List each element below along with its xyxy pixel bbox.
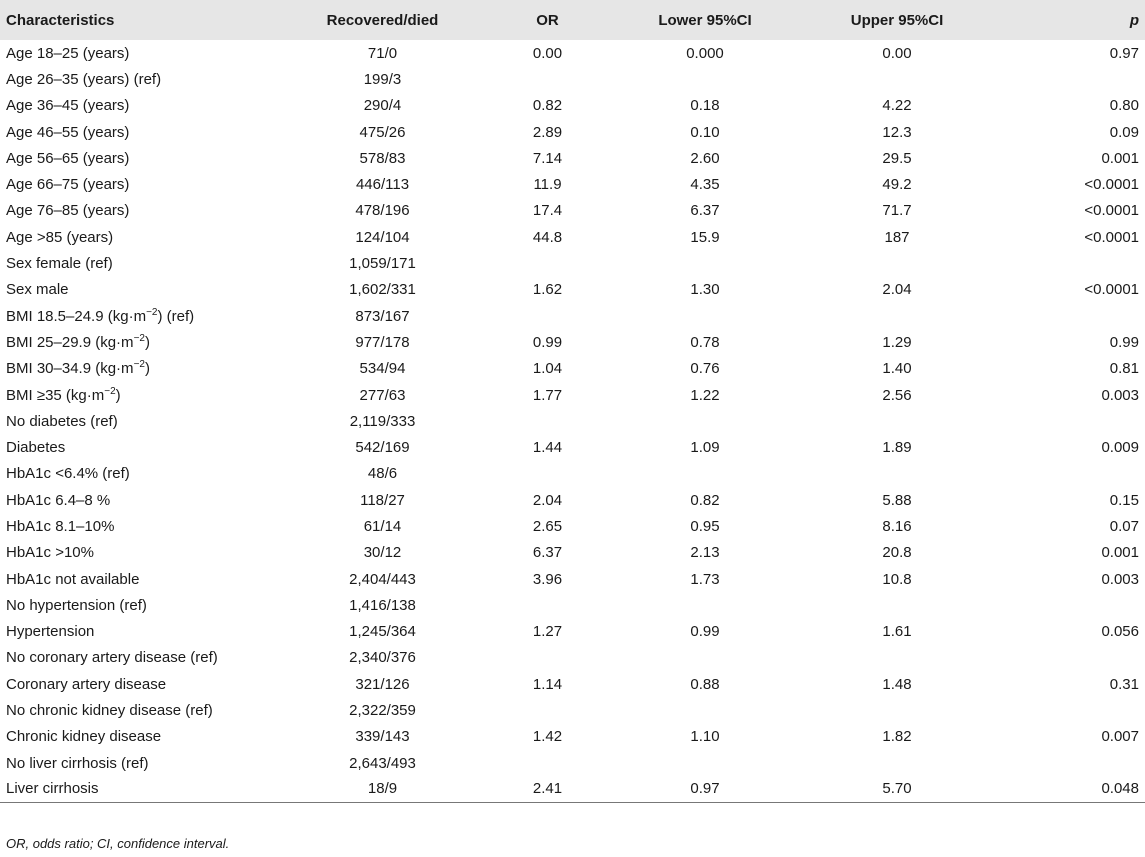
upper-ci-cell: 49.2	[882, 176, 912, 194]
characteristic-cell: Age 46–55 (years)	[6, 123, 130, 141]
recovered-died-cell: 478/196	[355, 202, 410, 220]
upper-ci-cell: 2.04	[882, 281, 912, 299]
upper-ci-cell: 187	[884, 228, 910, 246]
table-row	[0, 224, 1145, 250]
p-value-cell: 0.007	[1101, 728, 1139, 746]
characteristic-cell: Age >85 (years)	[6, 228, 114, 246]
table-row	[0, 408, 1145, 434]
recovered-died-cell: 30/12	[363, 544, 402, 562]
or-cell: 2.41	[532, 779, 563, 797]
table-row	[0, 145, 1145, 171]
p-value-cell	[1000, 645, 1145, 671]
lower-ci-cell	[616, 461, 794, 487]
table-row	[0, 671, 1145, 697]
table-row	[0, 540, 1145, 566]
characteristic-cell: No coronary artery disease (ref)	[6, 649, 218, 667]
recovered-died-cell: 1,416/138	[349, 596, 416, 614]
p-value-cell: 0.003	[1101, 570, 1139, 588]
or-cell: 1.14	[532, 675, 563, 693]
lower-ci-cell	[616, 66, 794, 92]
p-value-cell: 0.81	[1109, 360, 1139, 378]
or-cell	[479, 461, 616, 487]
recovered-died-cell: 542/169	[355, 439, 410, 457]
table-row	[0, 119, 1145, 145]
table-row	[0, 487, 1145, 513]
p-value-cell: 0.99	[1109, 333, 1139, 351]
lower-ci-cell: 2.13	[690, 544, 720, 562]
upper-ci-cell: 1.40	[882, 360, 912, 378]
recovered-died-cell: 18/9	[367, 779, 398, 797]
p-value-cell	[1000, 250, 1145, 276]
or-cell: 0.99	[532, 333, 563, 351]
characteristic-cell: HbA1c not available	[6, 570, 140, 588]
or-cell: 2.04	[532, 491, 563, 509]
p-value-cell: <0.0001	[1084, 228, 1139, 246]
or-cell: 6.37	[532, 544, 563, 562]
p-value-cell: 0.001	[1101, 544, 1139, 562]
or-cell	[479, 645, 616, 671]
lower-ci-cell: 1.30	[690, 281, 720, 299]
characteristic-cell: Hypertension	[6, 623, 95, 641]
lower-ci-cell: 0.97	[690, 779, 720, 797]
or-cell	[479, 750, 616, 776]
or-cell: 0.00	[532, 44, 563, 62]
recovered-died-cell: 475/26	[359, 123, 406, 141]
table-row	[0, 645, 1145, 671]
lower-ci-cell: 6.37	[690, 202, 720, 220]
lower-ci-cell	[616, 592, 794, 618]
upper-ci-cell: 0.00	[882, 44, 912, 62]
upper-ci-cell	[794, 408, 1000, 434]
or-cell: 1.04	[532, 360, 563, 378]
unit-exponent: −2	[133, 359, 145, 371]
or-cell: 44.8	[532, 228, 563, 246]
lower-ci-cell: 0.18	[690, 97, 720, 115]
table-footnote: OR, odds ratio; CI, confidence interval.	[6, 836, 230, 851]
lower-ci-cell	[616, 750, 794, 776]
lower-ci-cell	[616, 697, 794, 723]
upper-ci-cell: 12.3	[882, 123, 912, 141]
characteristic-cell: HbA1c <6.4% (ref)	[6, 465, 130, 483]
or-cell: 2.65	[532, 517, 563, 535]
lower-ci-cell: 4.35	[690, 176, 720, 194]
lower-ci-cell	[616, 303, 794, 329]
upper-ci-cell: 29.5	[882, 149, 912, 167]
upper-ci-cell	[794, 592, 1000, 618]
header-recovered-died: Recovered/died	[326, 11, 439, 29]
or-cell: 2.89	[532, 123, 563, 141]
table-row	[0, 66, 1145, 92]
table-row	[0, 93, 1145, 119]
header-upper-ci: Upper 95%CI	[850, 11, 944, 29]
table-body	[0, 40, 1145, 803]
characteristic-cell: Age 18–25 (years)	[6, 44, 130, 62]
upper-ci-cell: 1.48	[882, 675, 912, 693]
upper-ci-cell: 5.88	[882, 491, 912, 509]
header-lower-ci: Lower 95%CI	[658, 11, 752, 29]
table-row	[0, 329, 1145, 355]
or-cell: 1.27	[532, 623, 563, 641]
or-cell	[479, 303, 616, 329]
p-value-cell: 0.003	[1101, 386, 1139, 404]
table-row	[0, 303, 1145, 329]
lower-ci-cell: 0.78	[690, 333, 720, 351]
recovered-died-cell: 1,059/171	[349, 255, 416, 273]
p-value-cell	[1000, 461, 1145, 487]
recovered-died-cell: 124/104	[355, 228, 410, 246]
table-header	[0, 0, 1145, 40]
recovered-died-cell: 48/6	[367, 465, 398, 483]
unit-exponent: −2	[146, 306, 158, 318]
header-characteristics: Characteristics	[6, 11, 115, 29]
p-value-cell: <0.0001	[1084, 202, 1139, 220]
recovered-died-cell: 578/83	[359, 149, 406, 167]
table-row	[0, 198, 1145, 224]
or-cell: 1.77	[532, 386, 563, 404]
recovered-died-cell: 873/167	[355, 307, 410, 325]
table-row	[0, 619, 1145, 645]
header-row	[0, 0, 1145, 40]
p-value-cell	[1000, 750, 1145, 776]
characteristic-cell: Coronary artery disease	[6, 675, 167, 693]
characteristic-cell: Age 56–65 (years)	[6, 149, 130, 167]
table-row	[0, 513, 1145, 539]
p-value-cell: <0.0001	[1084, 176, 1139, 194]
recovered-died-cell: 118/27	[360, 491, 405, 509]
characteristic-cell: HbA1c >10%	[6, 544, 94, 562]
upper-ci-cell: 1.82	[882, 728, 912, 746]
recovered-died-cell: 321/126	[355, 675, 410, 693]
or-cell: 0.82	[532, 97, 563, 115]
or-cell	[479, 697, 616, 723]
lower-ci-cell: 0.88	[690, 675, 720, 693]
header-or: OR	[536, 11, 559, 29]
table-row	[0, 250, 1145, 276]
table-row	[0, 750, 1145, 776]
upper-ci-cell: 2.56	[882, 386, 912, 404]
lower-ci-cell: 0.95	[690, 517, 720, 535]
p-value-cell	[1000, 697, 1145, 723]
lower-ci-cell: 2.60	[690, 149, 720, 167]
or-cell: 17.4	[532, 202, 563, 220]
p-value-cell: 0.07	[1109, 517, 1139, 535]
p-value-cell	[1000, 303, 1145, 329]
upper-ci-cell	[794, 697, 1000, 723]
recovered-died-cell: 61/14	[363, 517, 402, 535]
upper-ci-cell: 10.8	[882, 570, 912, 588]
characteristic-cell: BMI 25–29.9 $(kg\cdot m^{-2})$	[6, 332, 150, 351]
table-row	[0, 776, 1145, 802]
lower-ci-cell: 0.99	[690, 623, 720, 641]
recovered-died-cell: 1,245/364	[349, 623, 416, 641]
lower-ci-cell: 0.000	[686, 44, 724, 62]
characteristic-cell: No chronic kidney disease (ref)	[6, 702, 213, 720]
characteristic-cell: Age 36–45 (years)	[6, 97, 130, 115]
characteristic-cell: BMI 18.5–24.9 $(kg\cdot m^{-2})$ (ref)	[6, 306, 195, 325]
table-row	[0, 566, 1145, 592]
recovered-died-cell: 199/3	[363, 70, 402, 88]
recovered-died-cell: 339/143	[355, 728, 410, 746]
or-cell: 1.62	[532, 281, 563, 299]
characteristic-cell: Sex female (ref)	[6, 255, 113, 273]
or-cell	[479, 592, 616, 618]
recovered-died-cell: 977/178	[355, 333, 410, 351]
characteristic-cell: No liver cirrhosis (ref)	[6, 754, 149, 772]
table-row	[0, 382, 1145, 408]
table-row	[0, 434, 1145, 460]
p-value-cell	[1000, 592, 1145, 618]
p-value-cell: 0.31	[1109, 675, 1139, 693]
characteristic-cell: No hypertension (ref)	[6, 596, 147, 614]
upper-ci-cell	[794, 461, 1000, 487]
table-row	[0, 277, 1145, 303]
upper-ci-cell	[794, 250, 1000, 276]
or-cell: 1.44	[532, 439, 563, 457]
table-row	[0, 697, 1145, 723]
header-p-value: p	[1129, 11, 1139, 29]
or-cell: 3.96	[532, 570, 563, 588]
recovered-died-cell: 1,602/331	[349, 281, 416, 299]
recovered-died-cell: 2,119/333	[349, 412, 416, 430]
lower-ci-cell: 0.82	[690, 491, 720, 509]
p-value-cell: 0.97	[1109, 44, 1139, 62]
p-value-cell: 0.048	[1101, 779, 1139, 797]
upper-ci-cell: 1.61	[882, 623, 912, 641]
recovered-died-cell: 277/63	[359, 386, 406, 404]
p-value-cell: 0.009	[1101, 439, 1139, 457]
or-cell	[479, 408, 616, 434]
p-value-cell: 0.001	[1101, 149, 1139, 167]
unit-exponent: −2	[104, 385, 116, 397]
lower-ci-cell	[616, 645, 794, 671]
or-cell	[479, 250, 616, 276]
lower-ci-cell: 15.9	[690, 228, 720, 246]
upper-ci-cell	[794, 66, 1000, 92]
upper-ci-cell: 1.89	[882, 439, 912, 457]
recovered-died-cell: 446/113	[355, 176, 410, 194]
recovered-died-cell: 71/0	[367, 44, 398, 62]
or-cell: 1.42	[532, 728, 563, 746]
characteristic-cell: Liver cirrhosis	[6, 779, 99, 797]
recovered-died-cell: 290/4	[363, 97, 402, 115]
upper-ci-cell	[794, 750, 1000, 776]
upper-ci-cell: 4.22	[882, 97, 912, 115]
unit-exponent: −2	[133, 332, 145, 344]
characteristic-cell: Sex male	[6, 281, 69, 299]
lower-ci-cell: 1.10	[690, 728, 720, 746]
characteristic-cell: Age 26–35 (years) (ref)	[6, 70, 162, 88]
characteristic-cell: BMI 30–34.9 $(kg\cdot m^{-2})$	[6, 359, 150, 378]
table-row	[0, 356, 1145, 382]
characteristic-cell: HbA1c 6.4–8 %	[6, 491, 111, 509]
table-row	[0, 40, 1145, 66]
characteristic-cell: Chronic kidney disease	[6, 728, 162, 746]
p-value-cell: 0.80	[1109, 97, 1139, 115]
characteristic-cell: Age 66–75 (years)	[6, 176, 130, 194]
lower-ci-cell: 0.76	[690, 360, 720, 378]
recovered-died-cell: 2,643/493	[349, 754, 416, 772]
p-value-cell: <0.0001	[1084, 281, 1139, 299]
lower-ci-cell	[616, 408, 794, 434]
lower-ci-cell: 1.22	[690, 386, 720, 404]
upper-ci-cell	[794, 645, 1000, 671]
p-value-cell	[1000, 66, 1145, 92]
characteristic-cell: Diabetes	[6, 439, 66, 457]
characteristic-cell: BMI ≥35 $(kg\cdot m^{-2})$	[6, 385, 121, 404]
characteristic-cell: Age 76–85 (years)	[6, 202, 130, 220]
or-cell: 11.9	[533, 176, 562, 194]
recovered-died-cell: 534/94	[359, 360, 406, 378]
upper-ci-cell: 1.29	[882, 333, 912, 351]
lower-ci-cell	[616, 250, 794, 276]
recovered-died-cell: 2,322/359	[349, 702, 416, 720]
table-row	[0, 592, 1145, 618]
lower-ci-cell: 0.10	[690, 123, 720, 141]
p-value-cell: 0.15	[1109, 491, 1139, 509]
characteristic-cell: No diabetes (ref)	[6, 412, 118, 430]
table-row	[0, 724, 1145, 750]
upper-ci-cell: 5.70	[882, 779, 912, 797]
lower-ci-cell: 1.09	[690, 439, 720, 457]
p-value-cell: 0.09	[1109, 123, 1139, 141]
recovered-died-cell: 2,404/443	[349, 570, 416, 588]
table-row	[0, 171, 1145, 197]
upper-ci-cell: 8.16	[882, 517, 912, 535]
or-cell	[479, 66, 616, 92]
p-value-cell: 0.056	[1101, 623, 1139, 641]
recovered-died-cell: 2,340/376	[349, 649, 416, 667]
characteristic-cell: HbA1c 8.1–10%	[6, 517, 115, 535]
p-value-cell	[1000, 408, 1145, 434]
lower-ci-cell: 1.73	[690, 570, 720, 588]
upper-ci-cell: 71.7	[882, 202, 912, 220]
or-cell: 7.14	[532, 149, 563, 167]
upper-ci-cell	[794, 303, 1000, 329]
upper-ci-cell: 20.8	[882, 544, 912, 562]
table-row	[0, 461, 1145, 487]
